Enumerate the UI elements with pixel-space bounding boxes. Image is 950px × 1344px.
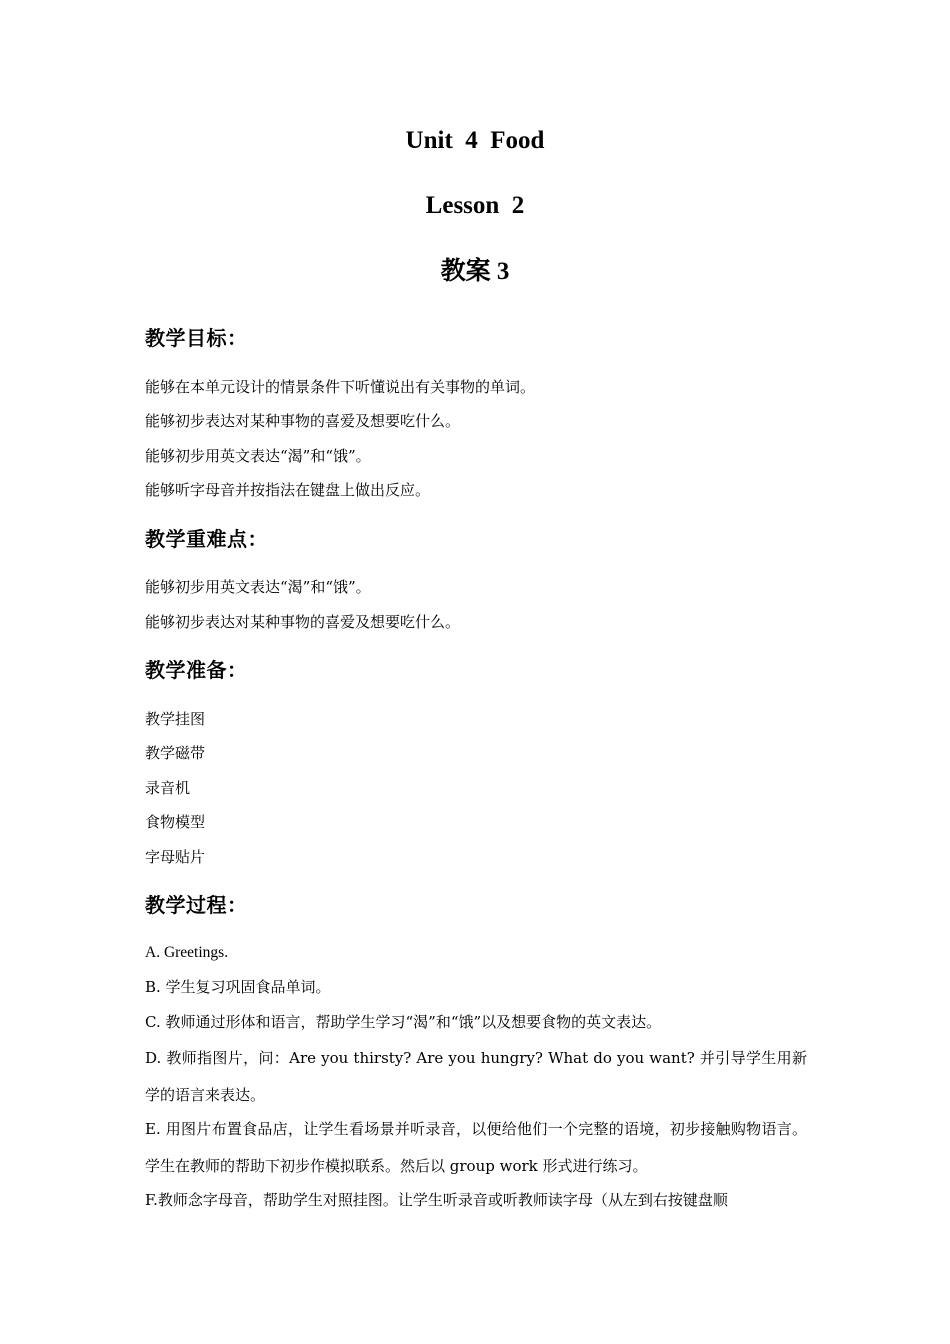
objectives-heading: 教学目标： bbox=[145, 326, 248, 350]
objective-item: 能够在本单元设计的情景条件下听懂说出有关事物的单词。 bbox=[145, 378, 536, 396]
plan-title: 教案 3 bbox=[440, 258, 510, 285]
preparation-item: 字母贴片 bbox=[145, 848, 206, 866]
key-point-item: 能够初步表达对某种事物的喜爱及想要吃什么。 bbox=[145, 613, 461, 631]
process-step: B. 学生复习巩固食品单词。 bbox=[145, 978, 331, 996]
process-heading: 教学过程： bbox=[145, 893, 248, 917]
objective-item: 能够听字母音并按指法在键盘上做出反应。 bbox=[145, 481, 431, 499]
process-step: D. 教师指图片，问：Are you thirsty? Are you hungry? What do you want? 并引导学生用新学的语言来表达。 bbox=[145, 1049, 807, 1104]
preparation-item: 食物模型 bbox=[145, 813, 206, 831]
process-step: A. Greetings. bbox=[145, 944, 229, 961]
process-step: E. 用图片布置食品店，让学生看场景并听录音，以便给他们一个完整的语境，初步接触购物语言。学生在教师的帮助下初步作模拟联系。然后以 group work 形式进行练习。 bbox=[145, 1120, 807, 1175]
key-points-heading: 教学重难点： bbox=[145, 527, 268, 551]
preparation-item: 教学挂图 bbox=[145, 710, 206, 728]
key-point-item: 能够初步用英文表达“渴”和“饿”。 bbox=[145, 578, 371, 596]
process-step: C. 教师通过形体和语言，帮助学生学习“渴”和“饿”以及想要食物的英文表达。 bbox=[145, 1013, 662, 1031]
preparation-heading: 教学准备： bbox=[145, 658, 248, 682]
objective-item: 能够初步用英文表达“渴”和“饿”。 bbox=[145, 447, 371, 465]
preparation-item: 教学磁带 bbox=[145, 744, 206, 762]
process-step: F.教师念字母音，帮助学生对照挂图。让学生听录音或听教师读字母（从左到右按键盘顺 bbox=[145, 1191, 728, 1209]
objective-item: 能够初步表达对某种事物的喜爱及想要吃什么。 bbox=[145, 412, 461, 430]
document-title: Unit 4 Food bbox=[405, 127, 545, 154]
preparation-item: 录音机 bbox=[145, 779, 191, 797]
lesson-title: Lesson 2 bbox=[425, 192, 525, 219]
